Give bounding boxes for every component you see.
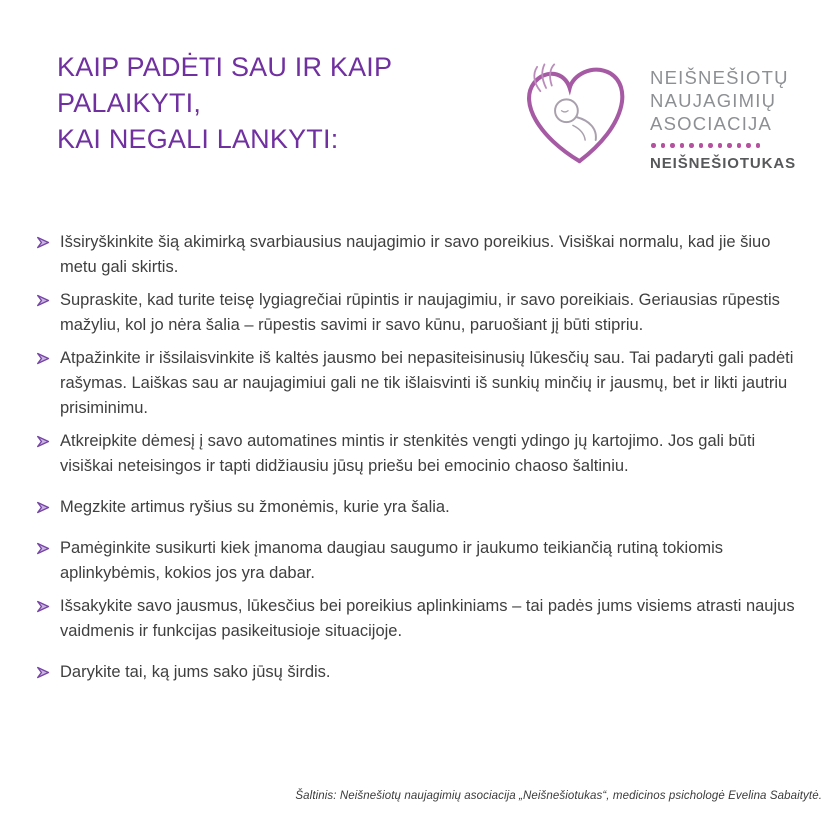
- list-item-text: Supraskite, kad turite teisę lygiagrečiai rūpintis ir naujagimiu, ir savo poreikiais. Geriausias rūpestis mažyliu, kol jo nėra šalia – rūpestis savimi ir savo kūnu, paruošiant jį būti stipriu.: [60, 291, 780, 334]
- association-name-line1: NEIŠNEŠIOTŲ: [650, 67, 789, 88]
- arrow-bullet-icon: [36, 434, 51, 449]
- association-logo-text: [650, 66, 796, 172]
- list-item-text: Pamėginkite susikurti kiek įmanoma daugiau saugumo ir jaukumo teikiančią rutiną tokiomis aplinkybėmis, kokios jos yra dabar.: [60, 539, 724, 582]
- list-item-text: Atpažinkite ir išsilaisvinkite iš kaltės jausmo bei nepasiteisinusių lūkesčių sau. Tai padaryti gali padėti rašymas. Laiškas sau ar naujagimiui gali ne tik išlaisvinti iš sunkių minčių ir jausmų, bet ir likti jautriu prisiminimu.: [60, 349, 794, 417]
- list-item: [36, 536, 811, 586]
- page-title-line2: KAI NEGALI LANKYTI:: [57, 123, 339, 154]
- list-item: [36, 594, 811, 644]
- arrow-bullet-icon: [36, 541, 51, 556]
- arrow-bullet-icon: [36, 293, 51, 308]
- association-name-line3: ASOCIACIJA: [650, 113, 773, 135]
- list-item: [36, 288, 811, 338]
- list-item: [36, 346, 811, 421]
- list-item-text: Išsiryškinkite šią akimirką svarbiausius naujagimio ir savo poreikius. Visiškai normalu, kad jie šiuo metu gali skirtis.: [60, 233, 771, 276]
- list-item-text: Megzkite artimus ryšius su žmonėmis, kurie yra šalia.: [60, 498, 450, 516]
- association-logo: [516, 56, 796, 172]
- list-item: [36, 495, 811, 520]
- page-title: [57, 50, 516, 158]
- association-name-line2: NAUJAGIMIŲ: [650, 90, 777, 112]
- organization-short-name: NEIŠNEŠIOTUKAS: [650, 154, 796, 172]
- list-item-text: Atkreipkite dėmesį į savo automatines mintis ir stenkitės vengti ydingo jų kartojimo. Jos gali būti visiškai neteisingos ir tapti didžiausiu jūsų priešu bei emocinio chaoso šaltiniu.: [60, 432, 756, 475]
- arrow-bullet-icon: [36, 665, 51, 680]
- list-item-text: Išsakykite savo jausmus, lūkesčius bei poreikius aplinkiniams – tai padės jums visiems atrasti naujus vaidmenis ir funkcijas pasikeitusioje situacijoje.: [60, 597, 795, 640]
- arrow-bullet-icon: [36, 500, 51, 515]
- list-item-text: Darykite tai, ką jums sako jūsų širdis.: [60, 663, 331, 681]
- list-item: [36, 660, 811, 685]
- page-title-line1: KAIP PADĖTI SAU IR KAIP PALAIKYTI,: [57, 52, 392, 118]
- logo-dots-divider: [651, 143, 796, 148]
- list-item: [36, 429, 811, 479]
- source-attribution: Šaltinis: Neišnešiotų naujagimių asociacija „Neišnešiotukas“, medicinos psichologė Evelina Sabaitytė.: [295, 790, 822, 802]
- arrow-bullet-icon: [36, 351, 51, 366]
- slide-header: [0, 0, 840, 172]
- heart-with-baby-icon: [516, 56, 638, 172]
- advice-list: [36, 230, 816, 685]
- arrow-bullet-icon: [36, 599, 51, 614]
- list-item: [36, 230, 811, 280]
- arrow-bullet-icon: [36, 235, 51, 250]
